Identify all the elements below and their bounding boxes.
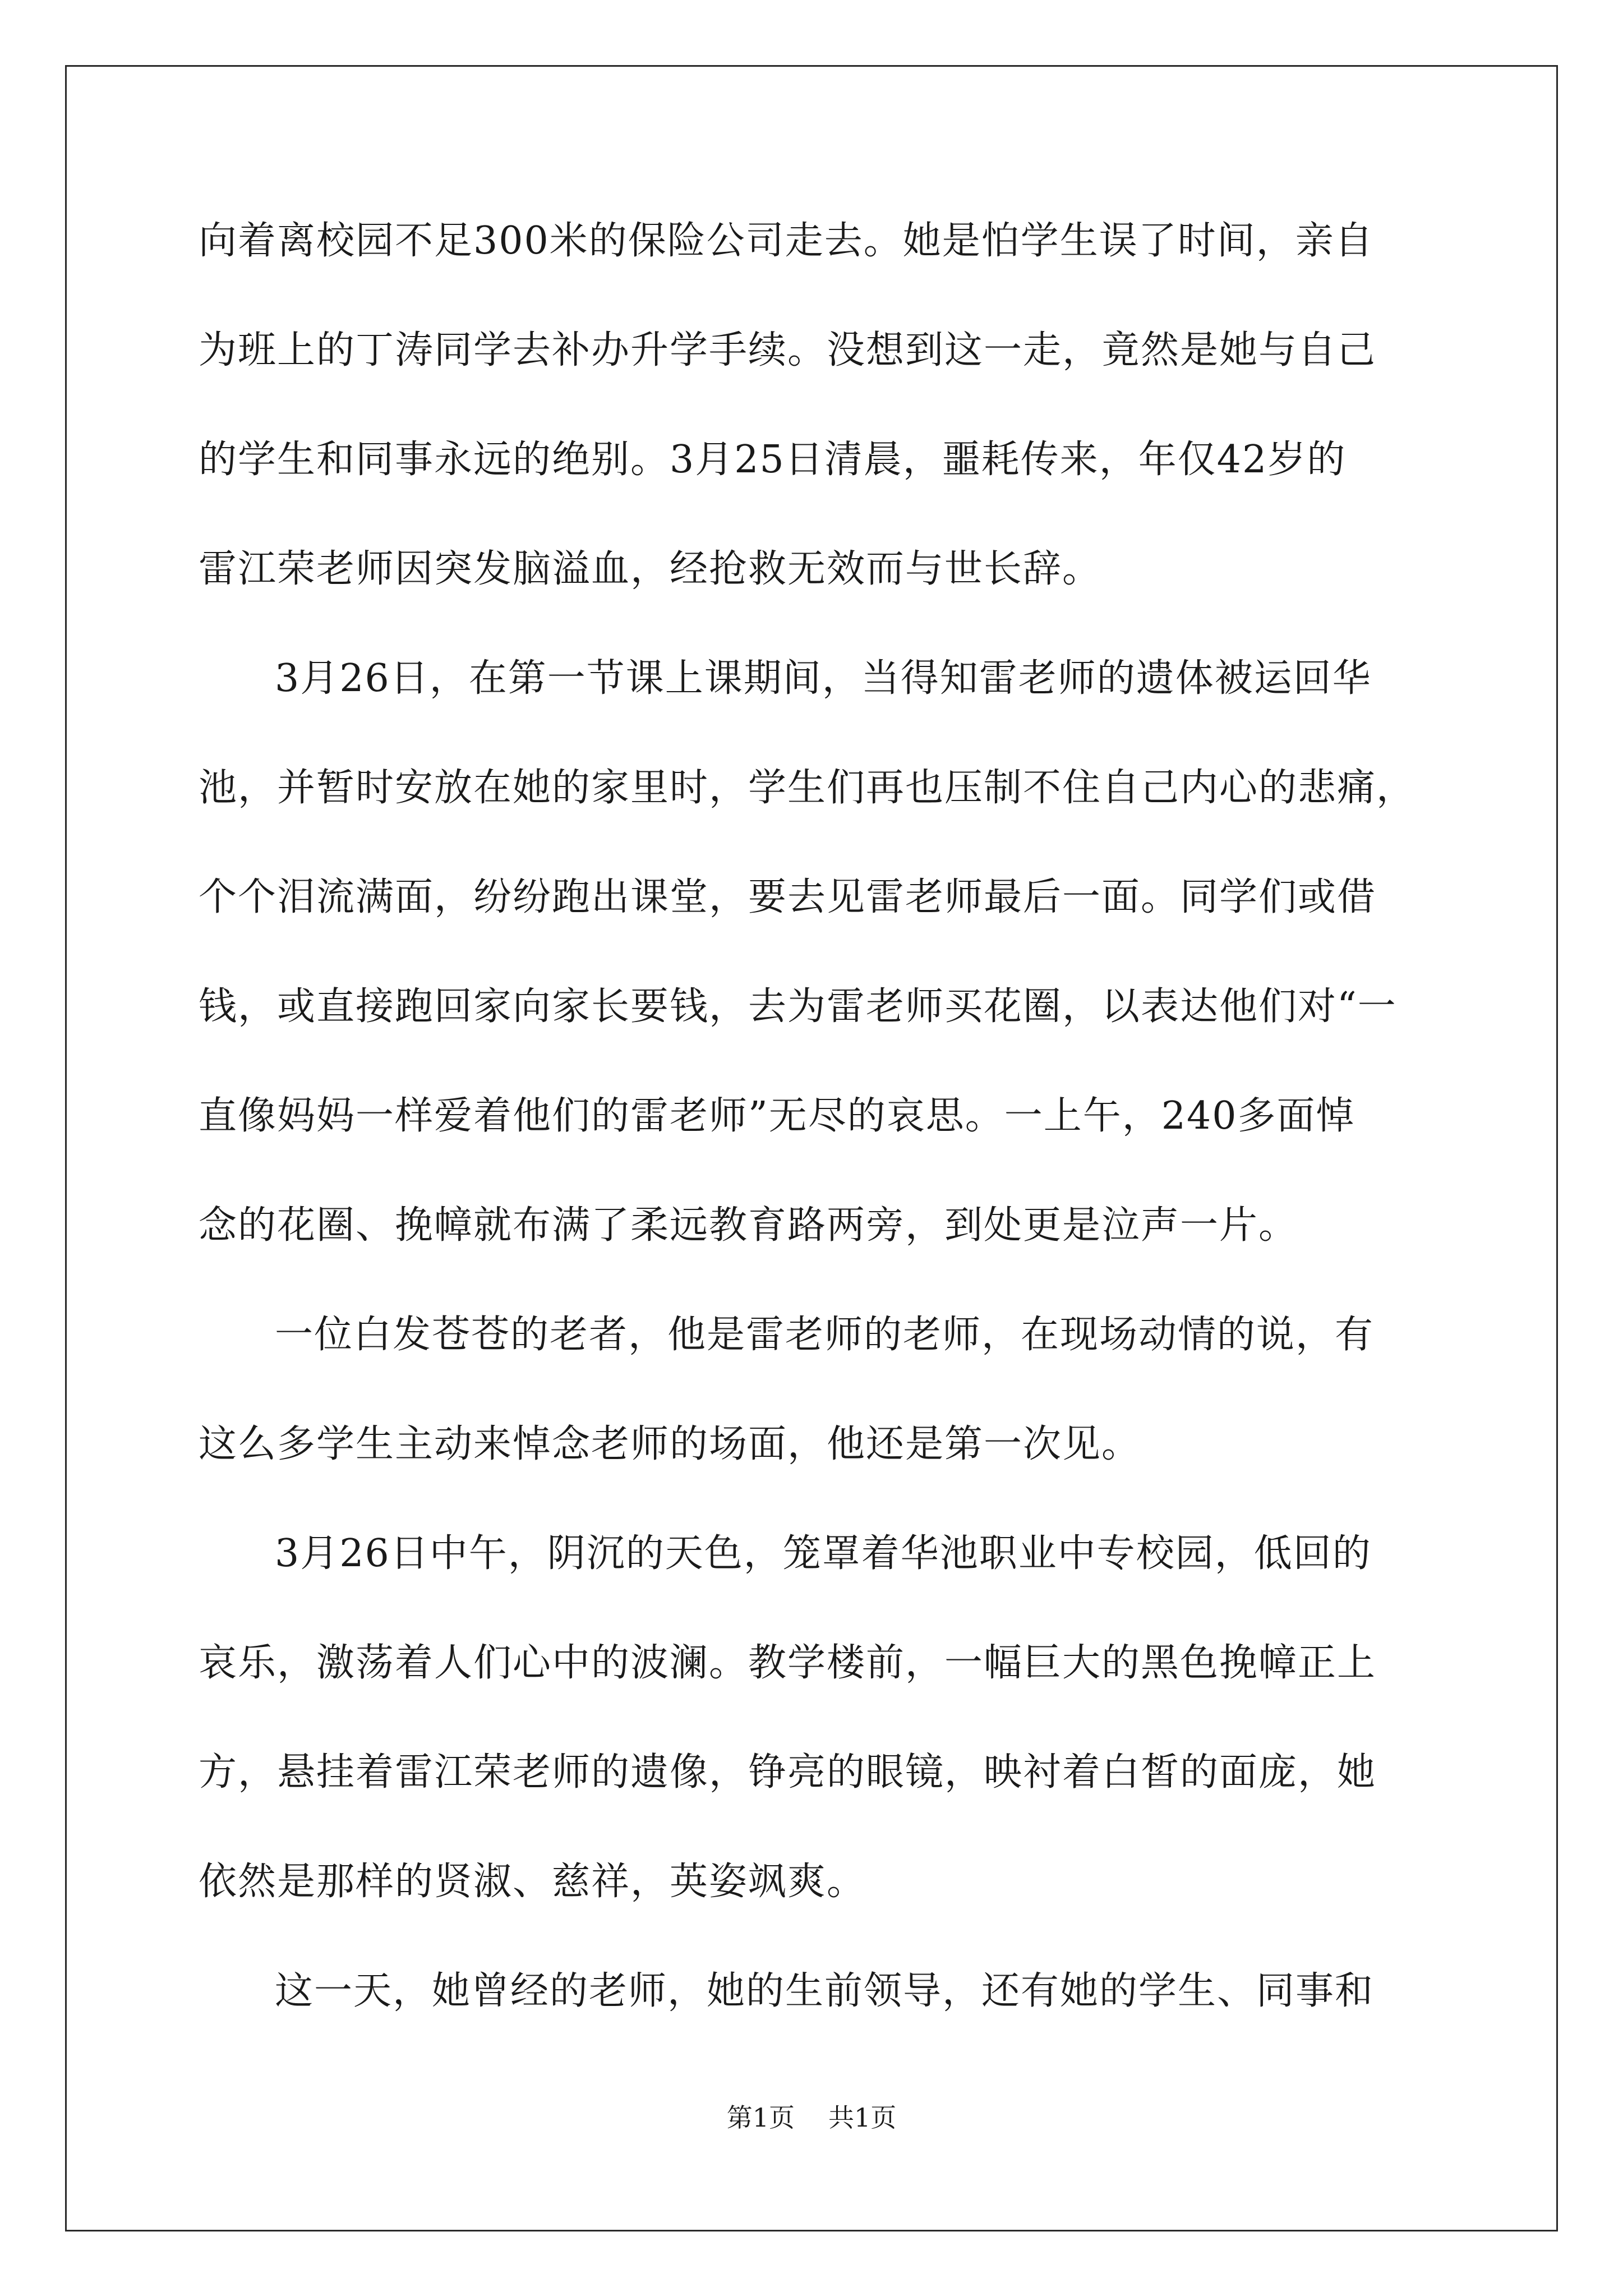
text-line: 依然是那样的贤淑、慈祥，英姿飒爽。 xyxy=(199,1860,866,1904)
text-line: 这么多学生主动来悼念老师的场面，他还是第一次见。 xyxy=(199,1422,1141,1466)
text-line: 方，悬挂着雷江荣老师的遗像，铮亮的眼镜，映衬着白皙的面庞，她 xyxy=(199,1750,1377,1795)
paragraph-first-line: 3月26日，在第一节课上课期间，当得知雷老师的遗体被运回华 xyxy=(275,656,1372,701)
page-footer xyxy=(0,2101,1623,2134)
text-line: 雷江荣老师因突发脑溢血，经抢救无效而与世长辞。 xyxy=(199,547,1102,591)
paragraph-first-line: 一位白发苍苍的老者，他是雷老师的老师，在现场动情的说，有 xyxy=(275,1313,1375,1357)
text-line: 个个泪流满面，纷纷跑出课堂，要去见雷老师最后一面。同学们或借 xyxy=(199,875,1377,919)
text-line: 的学生和同事永远的绝别。3月25日清晨，噩耗传来，年仅42岁的 xyxy=(199,438,1347,482)
text-line: 直像妈妈一样爱着他们的雷老师”无尽的哀思。一上午，240多面悼 xyxy=(199,1094,1355,1138)
page-number: 第1页 xyxy=(726,2102,795,2133)
text-line: 向着离校园不足300米的保险公司走去。她是怕学生误了时间，亲自 xyxy=(199,219,1374,263)
text-line: 钱，或直接跑回家向家长要钱，去为雷老师买花圈，以表达他们对“一 xyxy=(199,984,1397,1029)
text-line: 念的花圈、挽幛就布满了柔远教育路两旁，到处更是泣声一片。 xyxy=(199,1203,1298,1248)
page-total: 共1页 xyxy=(828,2102,897,2133)
text-line: 池，并暂时安放在她的家里时，学生们再也压制不住自己内心的悲痛， xyxy=(199,766,1416,810)
text-line: 哀乐，激荡着人们心中的波澜。教学楼前，一幅巨大的黑色挽幛正上 xyxy=(199,1641,1377,1685)
document-body xyxy=(199,213,1432,2073)
paragraph-first-line: 这一天，她曾经的老师，她的生前领导，还有她的学生、同事和 xyxy=(275,1969,1375,2013)
paragraph-first-line: 3月26日中午，阴沉的天色，笼罩着华池职业中专校园，低回的 xyxy=(275,1531,1372,1576)
text-line: 为班上的丁涛同学去补办升学手续。没想到这一走，竟然是她与自己 xyxy=(199,328,1377,372)
